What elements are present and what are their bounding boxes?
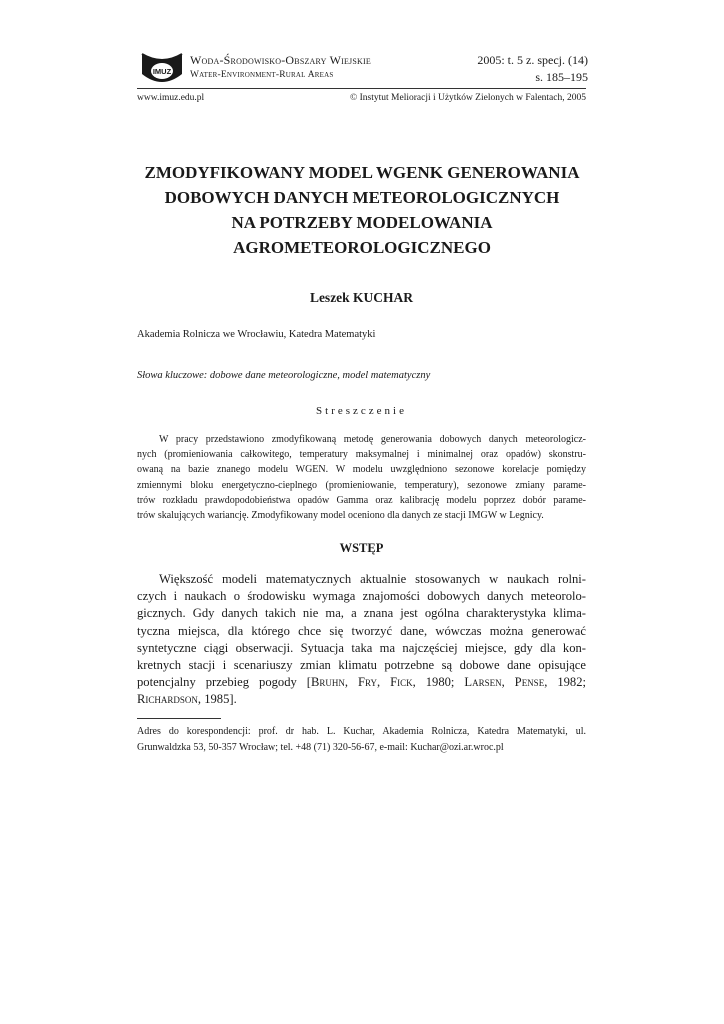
journal-name: Woda-Środowisko-Obszary Wiejskie: [190, 53, 371, 67]
author-name: Leszek KUCHAR: [309, 290, 414, 305]
body-line: Większość modeli matematycznych aktualnie stosowanych w naukach rolni-: [159, 572, 586, 586]
imuz-logo: [140, 50, 184, 88]
reference-year: , 1985].: [197, 692, 237, 707]
author-affiliation: Akademia Rolnicza we Wrocławiu, Katedra Matematyki: [137, 329, 376, 340]
title-line: DOBOWYCH DANYCH METEOROLOGICZNYCH: [164, 188, 560, 207]
reference-authors: Bruhn, Fry, Fick: [310, 675, 413, 690]
footnote-divider: [137, 718, 221, 719]
svg-text:IMUZ: IMUZ: [152, 67, 172, 76]
header-divider: [137, 88, 586, 89]
journal-name-en: Water-Environment-Rural Areas: [190, 70, 334, 80]
abstract-heading: Streszczenie: [316, 405, 407, 417]
page-range: s. 185–195: [535, 70, 588, 84]
title-line: AGROMETEOROLOGICZNEGO: [233, 238, 491, 257]
reference-authors: Larsen, Pense: [464, 675, 545, 690]
website-link[interactable]: www.imuz.edu.pl: [137, 93, 205, 103]
body-text-span: potencjalny przebieg pogody [: [137, 675, 311, 690]
body-line-with-refs: [137, 674, 586, 691]
copyright-notice: © Instytut Melioracji i Użytków Zielonych w Falentach, 2005: [350, 93, 586, 103]
abstract-line: owaną na bazie znanego modelu WGEN. W modelu uwzględniono sezonowe korelacje pomiędzy: [137, 464, 586, 476]
abstract-text: [137, 432, 586, 523]
body-line: czych i naukach o środowisku wymaga znajomości dobowych danych meteorolo-: [137, 589, 586, 604]
abstract-line: W pracy przedstawiono zmodyfikowaną metodę generowania dobowych danych meteorologicz-: [159, 434, 586, 445]
abstract-line: trów skalujących wariancję. Zmodyfikowany model oceniono dla danych ze stacji IMGW w Legnicy.: [137, 510, 544, 522]
abstract-line: trów rozkładu prawdopodobieństwa opadów Gamma oraz kalibrację modelu poprzez dobór parame-: [137, 494, 586, 506]
abstract-line: nych (promieniowania całkowitego, temperatury maksymalnej i minimalnej oraz opadów) skonstru-: [137, 449, 586, 461]
correspondence-footnote: [137, 724, 586, 756]
body-line: syntetyczne ciągi obserwacji. Sytuacja taka ma najczęściej miejsce, gdy dla kon-: [137, 640, 586, 655]
title-line: NA POTRZEBY MODELOWANIA: [231, 213, 493, 232]
keywords: Słowa kluczowe: dobowe dane meteorologiczne, model matematyczny: [137, 370, 431, 381]
body-line: tyczna miejsca, dla którego chce się tworzyć dane, wówczas można generować: [137, 623, 586, 638]
reference-authors: Richardson: [137, 692, 198, 707]
footnote-line: Grunwaldzka 53, 50-357 Wrocław; tel. +48 (71) 320-56-67, e-mail: Kuchar@ozi.ar.wroc.pl: [137, 742, 504, 753]
abstract-line: zmiennymi bloku energetyczno-cieplnego (promieniowanie, temperatury), sezonowe zmiany parame-: [137, 479, 586, 491]
body-line: gicznych. Gdy danych takich nie ma, a znana jest ogólna charakterystyka klima-: [137, 606, 586, 621]
body-line: kretnych stacji i scenariuszy zmian klimatu potrzebne są dobowe dane opisujące: [137, 658, 586, 673]
body-line-with-refs: [137, 691, 586, 708]
section-heading: WSTĘP: [339, 541, 384, 555]
issue-info: 2005: t. 5 z. specj. (14): [477, 53, 588, 67]
article-title: [120, 160, 604, 260]
reference-year: , 1980;: [412, 675, 465, 690]
title-line: ZMODYFIKOWANY MODEL WGENK GENEROWANIA: [144, 163, 580, 182]
section-body: [137, 571, 586, 709]
footnote-line: Adres do korespondencji: prof. dr hab. L. Kuchar, Akademia Rolnicza, Katedra Matematyki, ul.: [137, 726, 586, 737]
reference-year: , 1982;: [544, 675, 587, 690]
